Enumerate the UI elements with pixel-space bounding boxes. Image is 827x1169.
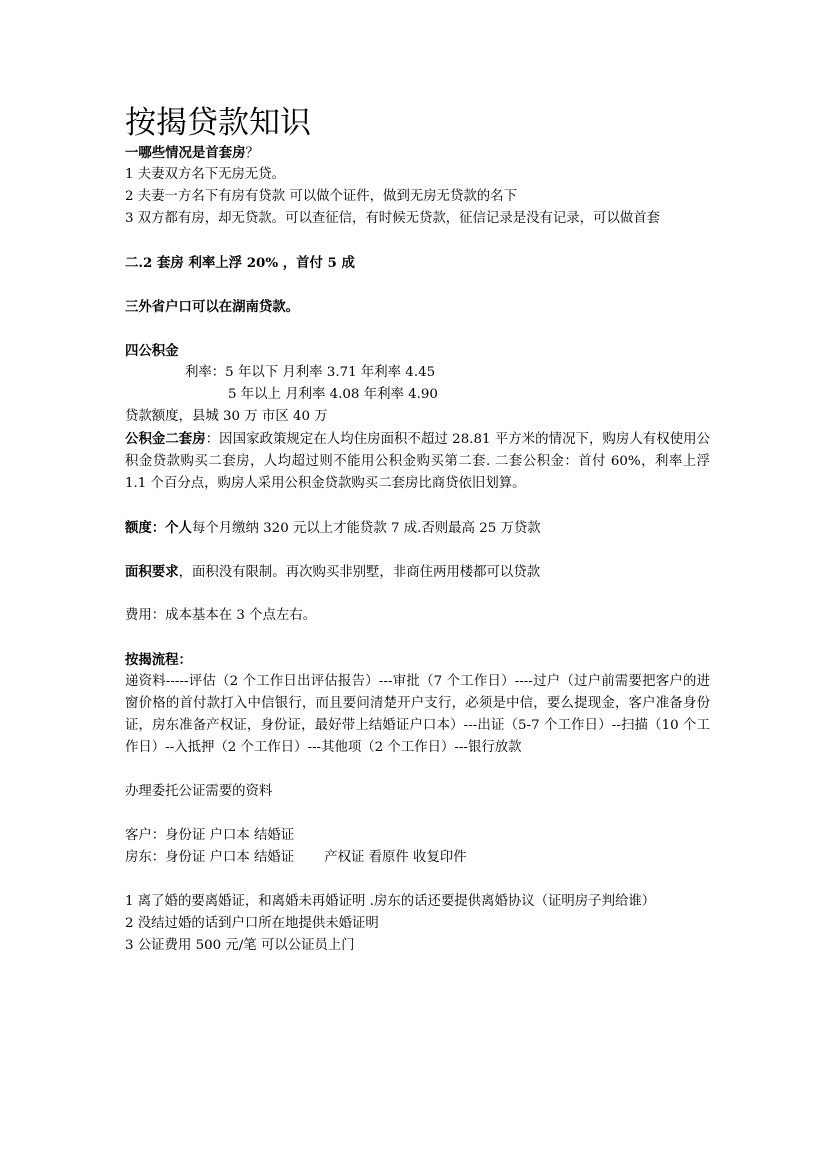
section-first-home — [125, 142, 710, 230]
list-item: 1 离了婚的要离婚证，和离婚未再婚证明 .房东的话还要提供离婚协议（证明房子判给谁） — [125, 894, 656, 909]
document-title: 按揭贷款知识 — [125, 105, 311, 141]
fee-paragraph: 费用：成本基本在 3 个点左右。 — [125, 608, 317, 623]
rate-row: 利率：5 年以下 月利率 3.71 年利率 4.45 — [185, 365, 436, 380]
list-item: 2 没结过婚的话到户口所在地提供未婚证明 — [125, 916, 379, 931]
second-home-fund-paragraph: 公积金二套房：因国家政策规定在人均住房面积不超过 28.81 平方米的情况下，购房人有权使用公积金贷款购买二套房，人均超过则不能用公积金购买第二套. 二套公积金：首付 60%，利率上浮 1.1 个百分点，购房人采用公积金贷款购买二套房比商贷依旧划算。 — [125, 431, 710, 491]
notary-heading: 办理委托公证需要的资料 — [125, 784, 273, 799]
rate-row: 5 年以上 月利率 4.08 年利率 4.90 — [228, 387, 438, 402]
section-second-home-heading: 二.2 套房 利率上浮 20% ，首付 5 成 — [125, 255, 355, 271]
section-heading: 按揭流程： — [125, 652, 192, 668]
list-item: 2 夫妻一方名下有房有贷款 可以做个证件，做到无房无贷款的名下 — [125, 189, 517, 204]
section-provident-fund — [125, 340, 710, 495]
section-heading: 四公积金 — [125, 343, 179, 359]
notary-client: 客户：身份证 户口本 结婚证 — [125, 828, 295, 843]
section-process — [125, 649, 710, 759]
notary-owner: 房东：身份证 户口本 结婚证 产权证 看原件 收复印件 — [125, 850, 467, 865]
list-item: 3 公证费用 500 元/笔 可以公证员上门 — [125, 938, 355, 953]
loan-amount: 贷款额度，县城 30 万 市区 40 万 — [125, 409, 328, 424]
document-page — [125, 104, 710, 957]
list-item: 3 双方都有房，却无贷款。可以查征信，有时候无贷款，征信记录是没有记录，可以做首套 — [125, 211, 661, 226]
area-paragraph: 面积要求，面积没有限制。再次购买非别墅，非商住两用楼都可以贷款 — [125, 564, 541, 580]
list-item: 1 夫妻双方名下无房无贷。 — [125, 167, 286, 182]
quota-paragraph: 额度：个人每个月缴纳 320 元以上才能贷款 7 成.否则最高 25 万贷款 — [125, 520, 541, 536]
section-out-of-province-heading: 三外省户口可以在湖南贷款。 — [125, 299, 300, 315]
section-heading: 一哪些情况是首套房？ — [125, 145, 259, 161]
process-paragraph: 递资料-----评估（2 个工作日出评估报告）---审批（7 个工作日）----过户（过户前需要把客户的进窗价格的首付款打入中信银行，而且要问清楚开户支行，必须是中信，要么提现金，客户准备身份证，房东准备产权证，身份证，最好带上结婚证户口本）---出证（5-7 个工作日）--扫描（10 个工作日）--入抵押（2 个工作日）---其他项（2 个工作日）---银行放款 — [125, 674, 710, 755]
